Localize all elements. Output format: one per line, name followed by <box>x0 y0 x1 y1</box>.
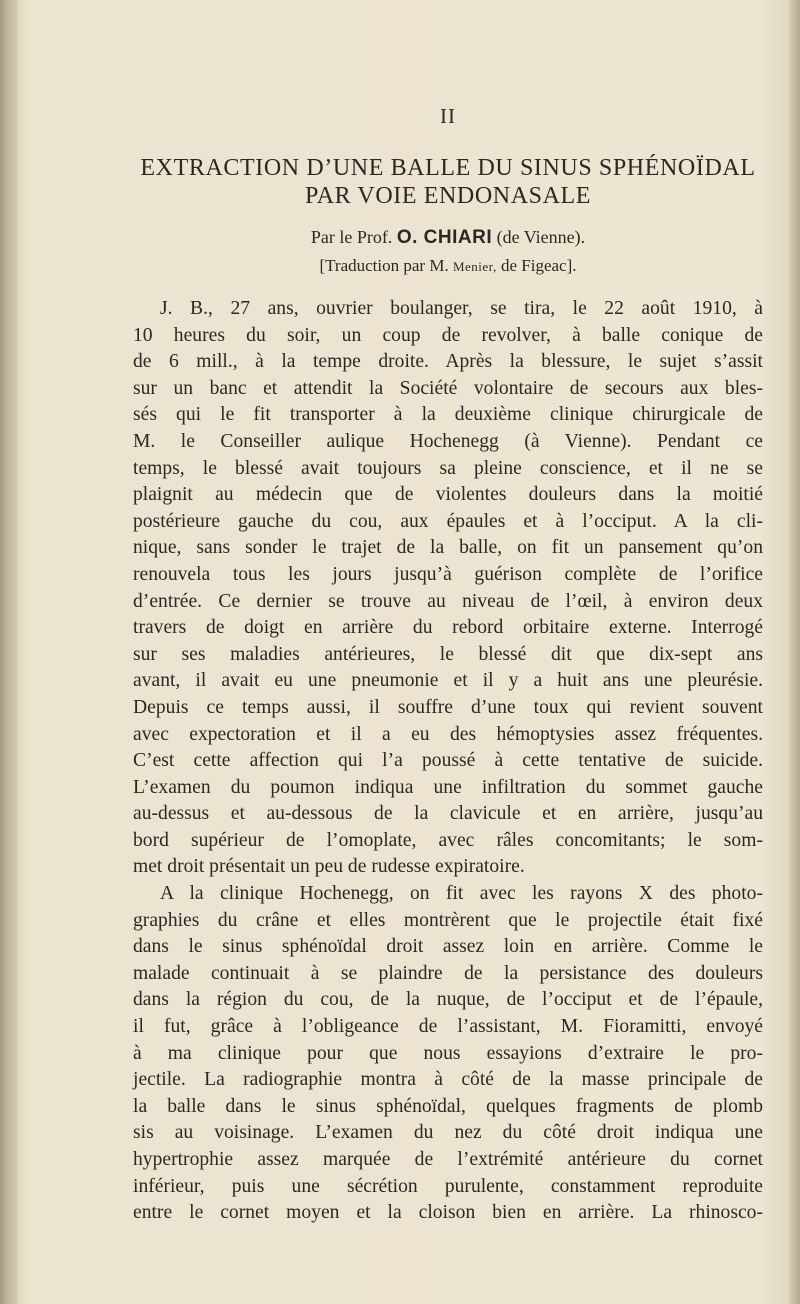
text-line: de 6 mill., à la tempe droite. Après la blessure, le sujet s’assit <box>133 351 763 373</box>
text-line: nique, sans sonder le trajet de la balle, on fit un pansement qu’on <box>133 537 763 559</box>
text-line: dans le sinus sphénoïdal droit assez loin en arrière. Comme le <box>133 936 763 958</box>
text-line: Depuis ce temps aussi, il souffre d’une toux qui revient souvent <box>133 696 763 718</box>
text-line: hypertrophie assez marquée de l’extrémité antérieure du cornet <box>133 1149 763 1170</box>
text-line: graphies du crâne et elles montrèrent que le projectile était fixé <box>133 909 763 931</box>
title-line-2: PAR VOIE ENDONASALE <box>304 183 592 209</box>
text-line: au-dessus et au-dessous de la clavicule et en arrière, jusqu’au <box>133 803 763 825</box>
body-text <box>133 296 763 1227</box>
text-line: malade continuait à se plaindre de la persistance des douleurs <box>133 962 763 984</box>
text-line: A la clinique Hochenegg, on fit avec les rayons X des photo- <box>160 883 763 905</box>
book-spine-shadow <box>0 0 18 1304</box>
text-line: sis au voisinage. L’examen du nez du côté droit indiqua une <box>133 1122 763 1144</box>
text-line: dans la région du cou, de la nuque, de l’occiput et de l’épaule, <box>133 989 763 1011</box>
translation-suffix: de Figeac]. <box>500 256 577 275</box>
text-line: entre le cornet moyen et la cloison bien en arrière. La rhinosco- <box>133 1202 763 1224</box>
text-line: temps, le blessé avait toujours sa pleine conscience, et il ne se <box>133 457 763 479</box>
text-line: plaignit au médecin que de violentes douleurs dans la moitié <box>133 484 763 506</box>
text-line: sur ses maladies antérieures, le blessé dit que dix-sept ans <box>133 643 763 665</box>
text-line: J. B., 27 ans, ouvrier boulanger, se tira, le 22 août 1910, à <box>160 298 763 319</box>
page-edge-shadow <box>788 0 800 1304</box>
page-number: II <box>440 104 456 128</box>
text-line: L’examen du poumon indiqua une infiltration du sommet gauche <box>133 776 763 798</box>
author-name: O. CHIARI <box>396 227 493 248</box>
translator-name: Menier, <box>452 259 497 274</box>
byline-suffix: (de Vienne). <box>496 227 586 247</box>
article-title <box>133 154 763 210</box>
text-line: sés qui le fit transporter à la deuxième clinique chirurgicale de <box>133 404 763 426</box>
text-line: C’est cette affection qui l’a poussé à cette tentative de suicide. <box>133 750 763 772</box>
text-line: il fut, grâce à l’obligeance de l’assistant, M. Fioramitti, envoyé <box>133 1016 763 1038</box>
byline-prefix: Par le Prof. <box>310 227 393 247</box>
text-line: avant, il avait eu une pneumonie et il y a huit ans une pleurésie. <box>133 670 763 692</box>
translation-prefix: [Traduction par M. <box>319 256 449 275</box>
byline <box>133 226 763 249</box>
translation-note <box>133 255 763 278</box>
text-line: M. le Conseiller aulique Hochenegg (à Vienne). Pendant ce <box>133 430 763 452</box>
text-line: sur un banc et attendit la Société volontaire de secours aux bles- <box>133 377 763 399</box>
text-line: jectile. La radiographie montra à côté de la masse principale de <box>133 1069 763 1091</box>
text-line: inférieur, puis une sécrétion purulente, constamment reproduite <box>133 1175 763 1197</box>
text-line: bord supérieur de l’omoplate, avec râles concomitants; le som- <box>133 829 763 851</box>
text-line: travers de doigt en arrière du rebord orbitaire externe. Interrogé <box>133 617 763 639</box>
text-line: d’entrée. Ce dernier se trouve au niveau de l’œil, à environ deux <box>133 590 763 612</box>
text-line: renouvela tous les jours jusqu’à guérison complète de l’orifice <box>133 563 763 585</box>
text-line: met droit présentait un peu de rudesse expiratoire. <box>133 856 525 878</box>
text-line: avec expectoration et il a eu des hémoptysies assez fréquentes. <box>133 723 763 745</box>
text-line: la balle dans le sinus sphénoïdal, quelques fragments de plomb <box>133 1095 763 1117</box>
text-line: postérieure gauche du cou, aux épaules et à l’occiput. A la cli- <box>133 510 763 532</box>
text-line: 10 heures du soir, un coup de revolver, à balle conique de <box>133 324 763 346</box>
title-line-1: EXTRACTION D’UNE BALLE DU SINUS SPHÉNOÏDAL <box>140 155 756 181</box>
text-line: à ma clinique pour que nous essayions d’extraire le pro- <box>133 1042 763 1064</box>
